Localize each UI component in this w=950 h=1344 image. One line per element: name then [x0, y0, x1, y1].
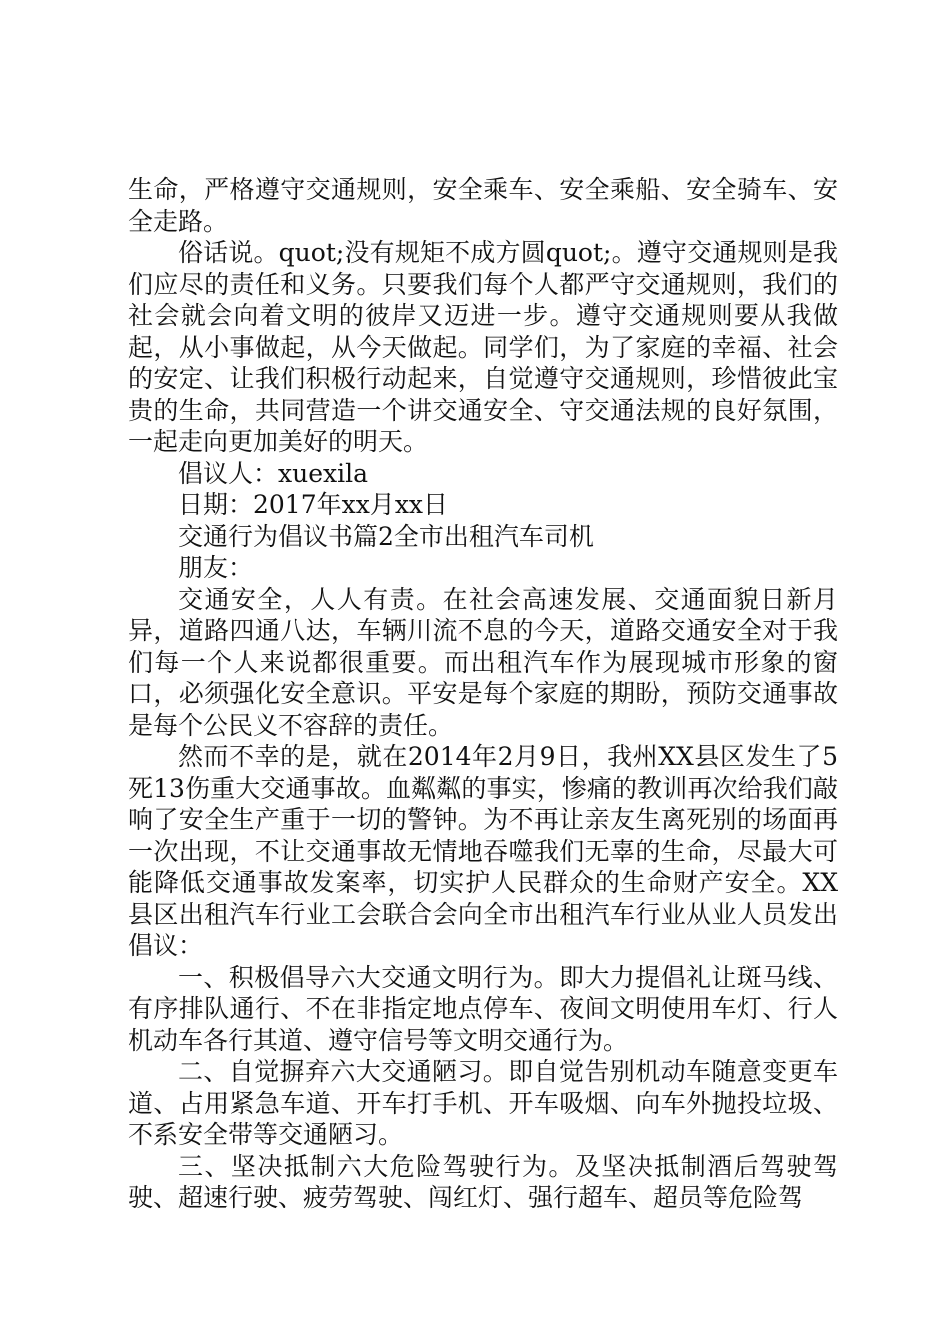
- paragraph-date: 日期：2017年xx月xx日: [178, 490, 449, 519]
- paragraph-point-three: 三、坚决抵制六大危险驾驶行为。及坚决抵制酒后驾驶驾驶、超速行驶、疲劳驾驶、闯红灯、强行超车、超员等危险驾: [128, 1151, 838, 1212]
- paragraph-point-two: 二、自觉摒弃六大交通陋习。即自觉告别机动车随意变更车道、占用紧急车道、开车打手机、开车吸烟、向车外抛投垃圾、不系安全带等交通陋习。: [128, 1057, 838, 1149]
- paragraph-traffic-safety: 交通安全，人人有责。在社会高速发展、交通面貌日新月异，道路四通八达，车辆川流不息的今天，道路交通安全对于我们每一个人来说都很重要。而出租汽车作为展现城市形象的窗口，必须强化安全意识。平安是每个家庭的期盼，预防交通事故是每个公民义不容辞的责任。: [128, 584, 838, 740]
- paragraph-intro-continuation: 生命，严格遵守交通规则，安全乘车、安全乘船、安全骑车、安全走路。: [128, 175, 838, 236]
- paragraph-section-title: 交通行为倡议书篇2全市出租汽车司机: [178, 521, 594, 551]
- document-body: [128, 174, 838, 1214]
- paragraph-initiator: 倡议人：xuexila: [178, 458, 368, 488]
- paragraph-proverb: 俗话说。quot;没有规矩不成方圆quot;。遵守交通规则是我们应尽的责任和义务。只要我们每个人都严守交通规则，我们的社会就会向着文明的彼岸又迈进一步。遵守交通规则要从我做起，从小事做起，从今天做起。同学们，为了家庭的幸福、社会的安定、让我们积极行动起来，自觉遵守交通规则，珍惜彼此宝贵的生命，共同营造一个讲交通安全、守交通法规的良好氛围，一起走向更加美好的明天。: [128, 238, 838, 456]
- paragraph-point-one: 一、积极倡导六大交通文明行为。即大力提倡礼让斑马线、有序排队通行、不在非指定地点停车、夜间文明使用车灯、行人机动车各行其道、遵守信号等文明交通行为。: [128, 962, 838, 1055]
- paragraph-accident: 然而不幸的是，就在2014年2月9日，我州XX县区发生了5死13伤重大交通事故。血粼粼的事实，惨痛的教训再次给我们敲响了安全生产重于一切的警钟。为不再让亲友生离死别的场面再一次出现，不让交通事故无情地吞噬我们无辜的生命，尽最大可能降低交通事故发案率，切实护人民群众的生命财产安全。XX县区出租汽车行业工会联合会向全市出租汽车行业从业人员发出倡议：: [128, 742, 838, 960]
- paragraph-salutation: 朋友：: [178, 553, 254, 582]
